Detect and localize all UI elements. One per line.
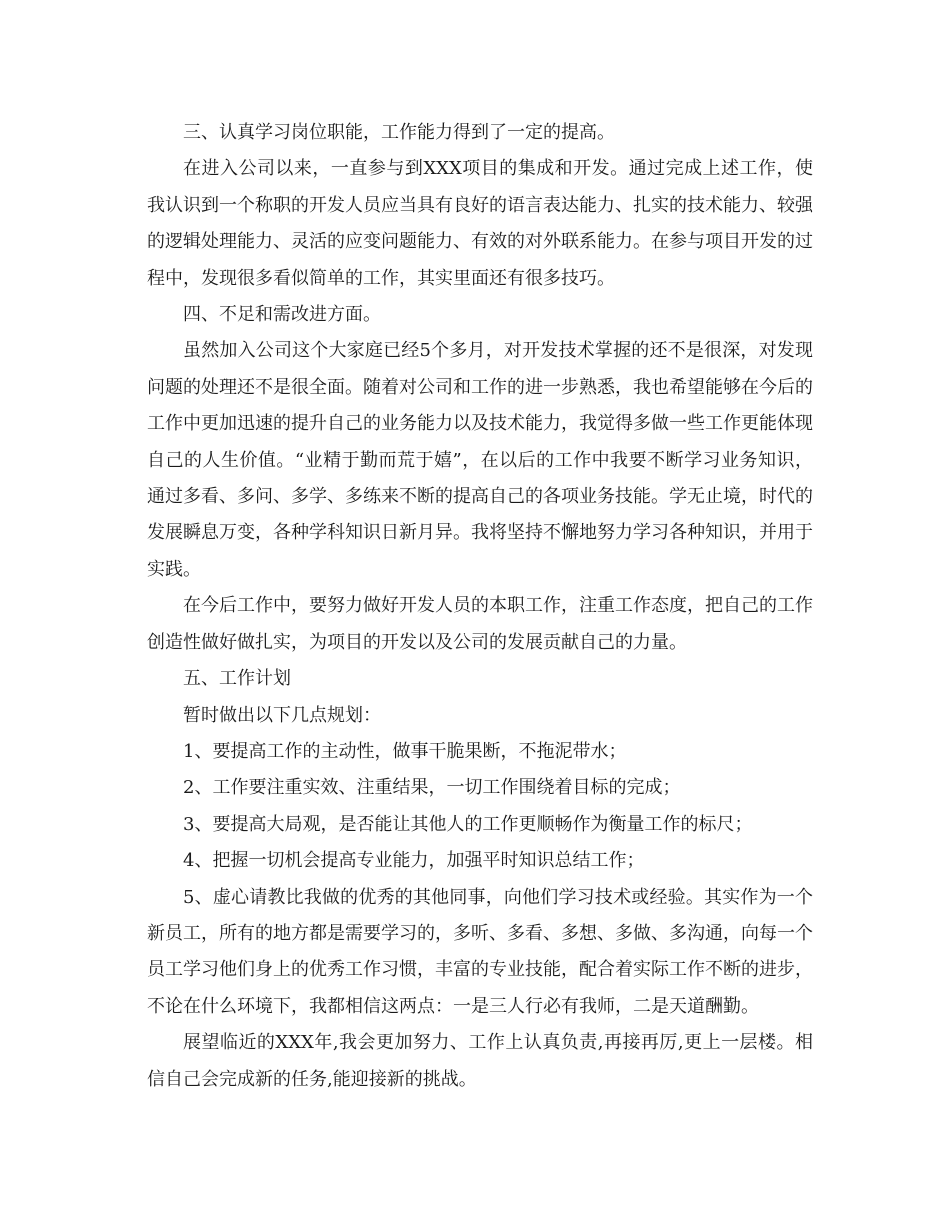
plan-item-2: 2、工作要注重实效、注重结果，一切工作围绕着目标的完成； bbox=[183, 777, 681, 799]
paragraph: 暂时做出以下几点规划： bbox=[183, 704, 381, 726]
section-heading-3: 三、认真学习岗位职能，工作能力得到了一定的提高。 bbox=[183, 122, 615, 143]
plan-item-5: 5、虚心请教比我做的优秀的其他同事，向他们学习技术或经验。其实作为一个新员工，所有的地方都是需要学习的，多听、多看、多想、多做、多沟通，向每一个员工学习他们身上的优秀工作习惯，丰富的专业技能，配合着实际工作不断的进步，不论在什么环境下，我都相信这两点：一是三人行必有我师，二是天道酬勤。 bbox=[147, 886, 813, 1017]
paragraph: 在进入公司以来，一直参与到XXX项目的集成和开发。通过完成上述工作，使我认识到一个称职的开发人员应当具有良好的语言表达能力、扎实的技术能力、较强的逻辑处理能力、灵活的应变问题能力、有效的对外联系能力。在参与项目开发的过程中，发现很多看似简单的工作，其实里面还有很多技巧。 bbox=[147, 158, 813, 289]
plan-item-1: 1、要提高工作的主动性，做事干脆果断，不拖泥带水； bbox=[183, 740, 627, 762]
section-heading-4: 四、不足和需改进方面。 bbox=[183, 304, 381, 326]
document-body bbox=[147, 115, 813, 1098]
closing-paragraph: 展望临近的XXX年,我会更加努力、工作上认真负责,再接再厉,更上一层楼。相信自己会完成新的任务,能迎接新的挑战。 bbox=[147, 1032, 813, 1090]
section-heading-5: 五、工作计划 bbox=[183, 668, 291, 690]
paragraph: 虽然加入公司这个大家庭已经5个多月，对开发技术掌握的还不是很深，对发现问题的处理还不是很全面。随着对公司和工作的进一步熟悉，我也希望能够在今后的工作中更加迅速的提升自己的业务能力以及技术能力，我觉得多做一些工作更能体现自己的人生价值。“业精于勤而荒于嬉”，在以后的工作中我要不断学习业务知识，通过多看、多问、多学、多练来不断的提高自己的各项业务技能。学无止境，时代的发展瞬息万变，各种学科知识日新月异。我将坚持不懈地努力学习各种知识，并用于实践。 bbox=[147, 340, 813, 580]
plan-item-3: 3、要提高大局观，是否能让其他人的工作更顺畅作为衡量工作的标尺； bbox=[183, 813, 753, 835]
plan-item-4: 4、把握一切机会提高专业能力，加强平时知识总结工作； bbox=[183, 850, 645, 872]
paragraph: 在今后工作中，要努力做好开发人员的本职工作，注重工作态度，把自己的工作创造性做好做扎实，为项目的开发以及公司的发展贡献自己的力量。 bbox=[147, 595, 813, 653]
